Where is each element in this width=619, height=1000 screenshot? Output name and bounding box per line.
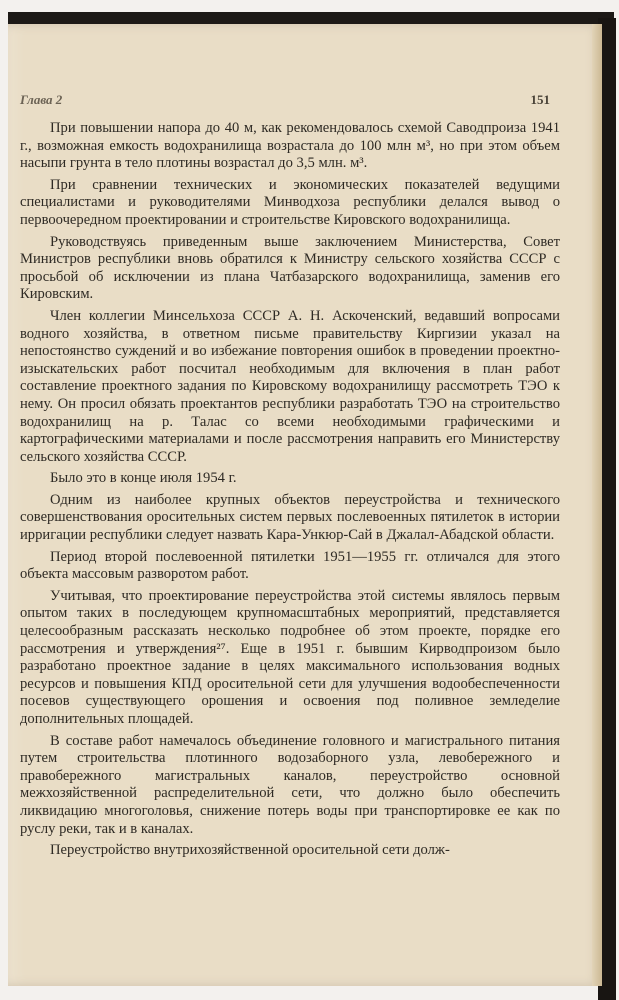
paragraph: Руководствуясь приведенным выше заключением Министерства, Совет Министров республики вновь обратился к Министру сельского хозяйства СССР с просьбой об исключении из плана Чатбазарского водохранилища, заменив его Кировским. [20,233,560,303]
paragraph: При сравнении технических и экономических показателей ведущими специалистами и руководителями Минводхоза республики делался вывод о первоочередном проектировании и строительстве Кировского водохранилища. [20,176,560,228]
paragraph: Период второй послевоенной пятилетки 1951—1955 гг. отличался для этого объекта массовым разворотом работ. [20,548,560,583]
paragraph: Было это в конце июля 1954 г. [50,470,237,487]
body-text [20,120,560,864]
running-head [20,92,550,108]
paragraph: Учитывая, что проектирование переустройства этой системы являлось первым опытом таких в последующем крупномасштабных мероприятий, представляется целесообразным рассказать несколько подробнее об этом проекте, порядке его рассмотрения и утверждения²⁷. Еще в 1951 г. бывшим Кирводпроизом было разработано проектное задание в целях максимального использования водных ресурсов и повышения КПД оросительной сети для улучшения водообеспеченности посевов существующего орошения и освоения под поливное земледелие дополнительных площадей. [20,587,560,727]
page-edge [592,24,602,986]
paragraph: Переустройство внутрихозяйственной оросительной сети долж- [50,842,450,859]
paragraph: Одним из наиболее крупных объектов переустройства и технического совершенствования оросительных систем первых послевоенных пятилеток в истории ирригации республики следует назвать Кара-Ункюр-Сай в Джалал-Абадской области. [20,491,560,544]
book-page [8,24,602,986]
paragraph: В составе работ намечалось объединение головного и магистрального питания путем строительства плотинного водозаборного узла, левобережного и правобережного магистральных каналов, переустройство основной межхозяйственной распределительной сети, что должно было обеспечить ликвидацию многоголовья, снижение потерь воды при транспортировке ее как по руслу реки, так и в каналах. [20,732,560,837]
paragraph: Член коллегии Минсельхоза СССР А. Н. Аскоченский, ведавший вопросами водного хозяйства, в ответном письме правительству Киргизии указал на непостоянство суждений и во избежание повторения ошибок в проведении проектно-изыскательских работ посчитал необходимым для включения в план работ составление проектного задания по Кировскому водохранилищу рассмотреть ТЭО к нему. Он просил обязать проектантов республики разработать ТЭО на строительство водохранилищ на р. Талас со всеми необходимыми графическими и картографическими материалами и после рассмотрения направить его Министерству сельского хозяйства СССР. [20,307,560,465]
paragraph: При повышении напора до 40 м, как рекомендовалось схемой Саводпроиза 1941 г., возможная емкость водохранилища возрастала до 100 млн м³, но при этом объем насыпи грунта в тело плотины возрастал до 3,5 млн. м³. [20,120,560,172]
chapter-label: Глава 2 [20,92,63,107]
page-number: 151 [530,92,550,107]
